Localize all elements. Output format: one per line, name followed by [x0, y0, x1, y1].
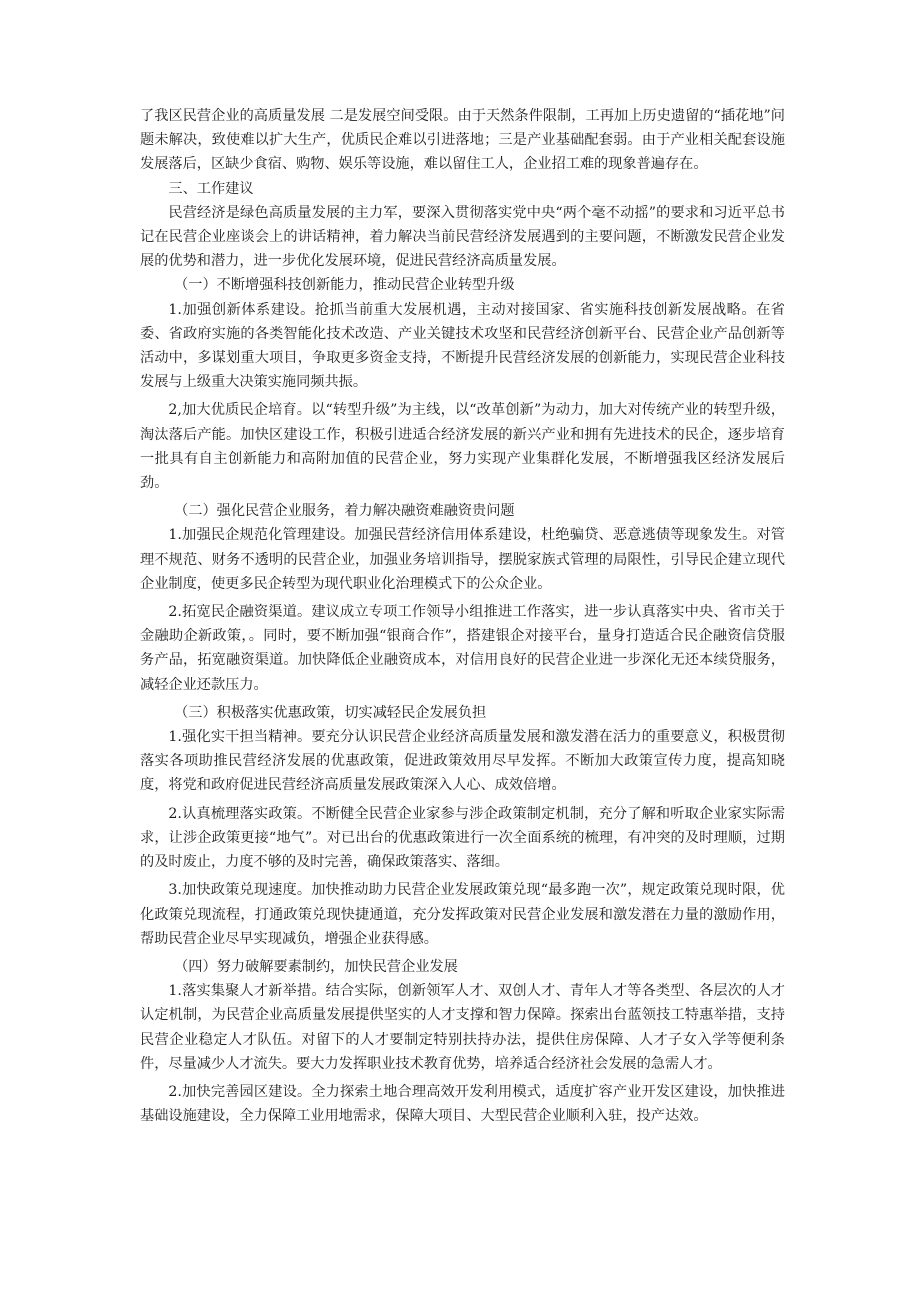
subsection-2-item-1: 1.加强民企规范化管理建设。加强民营经济信用体系建设，杜绝骗贷、恶意逃债等现象发生。对管理不规范、财务不透明的民营企业，加强业务培训指导，摆脱家族式管理的局限性，引导民企建立现代企业制度，使更多民企转型为现代职业化治理模式下的公众企业。: [140, 527, 785, 592]
subsection-1-title: （一）不断增强科技创新能力，推动民营企业转型升级: [174, 277, 515, 294]
subsection-3-item-1: 1.强化实干担当精神。要充分认识民营企业经济高质量发展和激发潜在活力的重要意义，积极贯彻落实各项助推民营经济发展的优惠政策，促进政策效用尽早发挥。不断加大政策宣传力度，提高知晓度，将党和政府促进民营经济高质量发展政策深入人心、成效倍增。: [140, 729, 785, 794]
subsection-4-title: （四）努力破解要素制约，加快民营企业发展: [174, 958, 458, 975]
intro-paragraph: 民营经济是绿色高质量发展的主力军，要深入贯彻落实党中央“两个毫不动摇”的要求和习近平总书记在民营企业座谈会上的讲话精神，着力解决当前民营经济发展遇到的主要问题，不断激发民营企业发展的优势和潜力，进一步优化发展环境，促进民营经济高质量发展。: [140, 204, 785, 270]
subsection-4-item-2: 2.加快完善园区建设。全力探索土地合理高效开发利用模式，适度扩容产业开发区建设，加快推进基础设施建设，全力保障工业用地需求，保障大项目、大型民营企业顺利入驻，投产达效。: [140, 1083, 785, 1125]
subsection-2-title: （二）强化民营企业服务，着力解决融资难融资贵问题: [174, 503, 515, 520]
document-page: [140, 104, 785, 1128]
subsection-2-item-2: 2.拓宽民企融资渠道。建议成立专项工作领导小组推进工作落实，进一步认真落实中央、省市关于金融助企新政策，。同时，要不断加强“银商合作”，搭建银企对接平台，量身打造适合民企融资信贷服务产品，拓宽融资渠道。加快降低企业融资成本，对信用良好的民营企业进一步深化无还本续贷服务，减轻企业还款压力。: [140, 604, 785, 693]
subsection-1-item-2: 2,加大优质民企培育。以“转型升级”为主线，以“改革创新”为动力，加大对传统产业的转型升级，淘汰落后产能。加快区建设工作，积极引进适合经济发展的新兴产业和拥有先进技术的民企，逐步培育一批具有自主创新能力和高附加值的民营企业，努力实现产业集群化发展，不断增强我区经济发展后劲。: [140, 402, 785, 492]
subsection-3-item-2: 2.认真梳理落实政策。不断健全民营企业家参与涉企政策制定机制，充分了解和听取企业家实际需求，让涉企政策更接“地气”。对已出台的优惠政策进行一次全面系统的梳理，有冲突的及时理顺，过期的及时废止，力度不够的及时完善，确保政策落实、落细。: [140, 805, 785, 871]
subsection-4-item-1: 1.落实集聚人才新举措。结合实际，创新领军人才、双创人才、青年人才等各类型、各层次的人才认定机制，为民营企业高质量发展提供坚实的人才支撑和智力保障。探索出台蓝领技工特惠举措，支持民营企业稳定人才队伍。对留下的人才要制定特别扶持办法，提供住房保障、人才子女入学等便利条件，尽量减少人才流失。要大力发挥职业技术教育优势，培养适合经济社会发展的急需人才。: [140, 983, 785, 1072]
section-title: 三、工作建议: [168, 180, 254, 197]
continuation-paragraph: 了我区民营企业的高质量发展 二是发展空间受限。由于天然条件限制，工再加上历史遗留的“插花地”问题未解决，致使难以扩大生产，优质民企难以引进落地；三是产业基础配套弱。由于产业相关配套设施发展落后，区缺少食宿、购物、娱乐等设施，难以留住工人，企业招工难的现象普遍存在。: [140, 108, 785, 173]
subsection-3-title: （三）积极落实优惠政策，切实减轻民企发展负担: [174, 704, 487, 721]
subsection-1-item-1: 1.加强创新体系建设。抢抓当前重大发展机遇，主动对接国家、省实施科技创新发展战略。在省委、省政府实施的各类智能化技术改造、产业关键技术攻坚和民营经济创新平台、民营企业产品创新等活动中，多谋划重大项目，争取更多资金支持，不断提升民营经济发展的创新能力，实现民营企业科技发展与上级重大决策实施同频共振。: [140, 301, 785, 391]
subsection-3-item-3: 3.加快政策兑现速度。加快推动助力民营企业发展政策兑现“最多跑一次”，规定政策兑现时限，优化政策兑现流程，打通政策兑现快捷通道，充分发挥政策对民营企业发展和激发潜在力量的激励作用，帮助民营企业尽早实现减负，增强企业获得感。: [140, 882, 785, 947]
